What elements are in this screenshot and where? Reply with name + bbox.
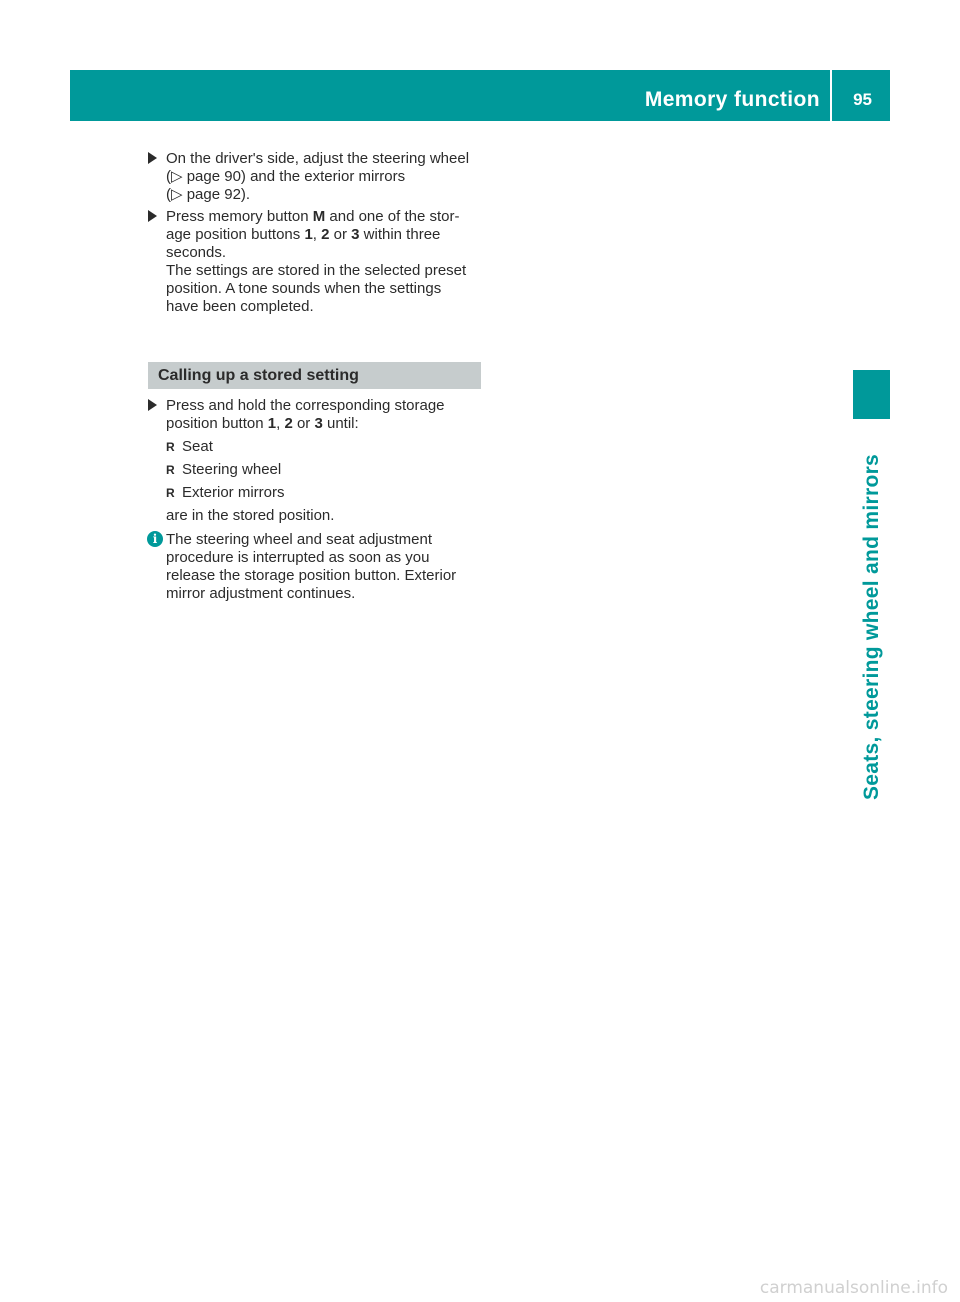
info-line: The steering wheel and seat adjustment: [166, 531, 432, 548]
watermark: carmanualsonline.info: [759, 1278, 948, 1298]
step-line: Press and hold the corresponding storage: [166, 397, 445, 414]
bullet-icon: R: [166, 486, 175, 500]
bullet-icon: R: [166, 463, 175, 477]
step-line-page-ref[interactable]: (▷ page 90) and the exterior mirrors: [166, 168, 406, 185]
step-arrow-icon: [148, 152, 157, 164]
step-result: have been completed.: [166, 298, 314, 315]
info-icon: i: [147, 531, 163, 547]
section-heading: Calling up a stored setting: [148, 362, 481, 389]
memory-button-label: M: [312, 208, 326, 225]
bullet-list: [148, 438, 481, 502]
page-header: [70, 70, 890, 121]
info-note: [148, 531, 481, 603]
step-arrow-icon: [148, 210, 157, 222]
step-line: position button 1, 2 or 3 until:: [166, 415, 359, 432]
list-conclusion: are in the stored position.: [166, 507, 335, 524]
step-arrow-icon: [148, 399, 157, 411]
header-divider: [830, 70, 832, 121]
step-line: age position buttons 1, 2 or 3 within three: [166, 226, 441, 243]
side-tab-label: Seats, steering wheel and mirrors: [860, 453, 883, 800]
info-line: mirror adjustment continues.: [166, 585, 356, 602]
page-number: 95: [853, 90, 872, 109]
list-item: R Steering wheel: [166, 461, 282, 478]
main-content: [148, 150, 481, 603]
info-line: release the storage position button. Exterior: [166, 567, 457, 584]
instruction-step: [148, 397, 481, 433]
step-result: The settings are stored in the selected preset: [166, 262, 467, 279]
step-line: seconds.: [166, 244, 227, 261]
step-line: Press memory button M and one of the stor-: [166, 208, 460, 225]
step-result: position. A tone sounds when the settings: [166, 280, 442, 297]
list-item: R Seat: [166, 438, 213, 455]
bullet-icon: R: [166, 440, 175, 454]
step-line: On the driver's side, adjust the steering wheel: [166, 150, 470, 167]
list-item: R Exterior mirrors: [166, 484, 285, 501]
step-line-page-ref[interactable]: (▷ page 92).: [166, 186, 251, 203]
instruction-step: [148, 208, 481, 316]
instruction-step: [148, 150, 481, 204]
info-line: procedure is interrupted as soon as you: [166, 549, 430, 566]
header-title: Memory function: [644, 88, 820, 111]
